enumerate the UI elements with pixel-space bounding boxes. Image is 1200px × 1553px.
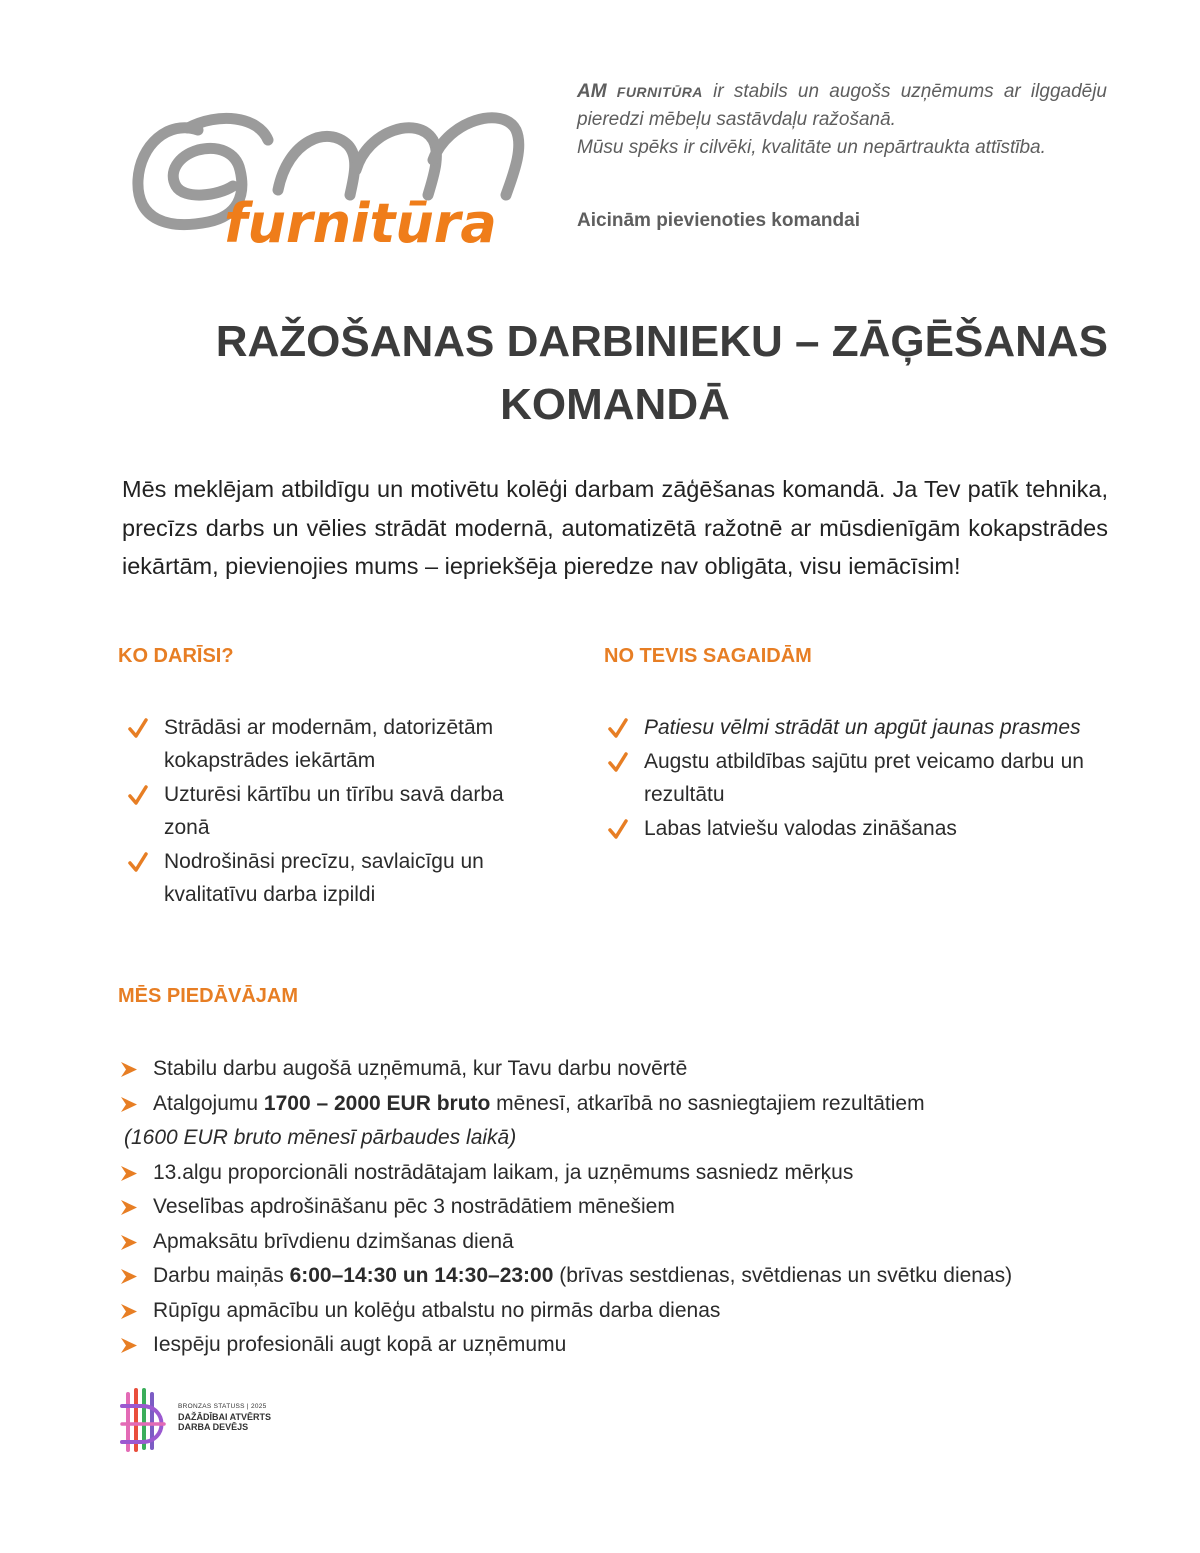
list-item — [118, 1259, 1118, 1294]
checkmark-icon — [608, 818, 628, 840]
expect-text: Labas latviešu valodas zināšanas — [644, 817, 957, 840]
expect-list — [602, 711, 1084, 846]
job-title — [110, 310, 1120, 436]
arrowhead-icon — [120, 1268, 138, 1285]
list-item — [118, 1294, 1118, 1329]
diversity-badge — [118, 1388, 318, 1454]
brand-am: AM — [577, 81, 607, 102]
list-item — [122, 711, 542, 777]
list-item — [118, 1328, 1118, 1363]
badge-subtitle: DARBA DEVĒJS — [178, 1422, 249, 1432]
arrowhead-icon — [120, 1234, 138, 1251]
arrowhead-icon — [120, 1165, 138, 1182]
badge-status: BRONZAS STATUSS | 2025 — [178, 1403, 267, 1410]
offer-text: Darbu maiņās — [153, 1264, 290, 1287]
company-logo — [128, 100, 528, 275]
brand-furnitura: FURNITŪRA — [616, 84, 703, 100]
checkmark-icon — [608, 751, 628, 773]
offer-text: (brīvas sestdienas, svētdienas un svētku dienas) — [553, 1264, 1013, 1287]
expect-text: Patiesu vēlmi strādāt un apgūt jaunas prasmes — [644, 716, 1081, 739]
offer-heading: MĒS PIEDĀVĀJAM — [118, 985, 299, 1007]
offer-text: Iespēju profesionāli augt kopā ar uzņēmumu — [153, 1333, 567, 1356]
checkmark-icon — [128, 717, 148, 739]
badge-text — [178, 1402, 271, 1432]
checkmark-icon — [128, 851, 148, 873]
offer-text: Apmaksātu brīvdienu dzimšanas dienā — [153, 1229, 514, 1253]
offer-text: Rūpīgu apmācību un kolēģu atbalstu no pirmās darba dienas — [153, 1298, 721, 1322]
checkmark-icon — [608, 717, 628, 739]
list-item-note: (1600 EUR bruto mēnesī pārbaudes laikā) — [124, 1126, 517, 1149]
tasks-heading: KO DARĪSI? — [118, 645, 234, 667]
arrowhead-icon — [120, 1337, 138, 1354]
intro-line-2: Mūsu spēks ir cilvēki, kvalitāte un nepārtraukta attīstība. — [577, 137, 1046, 158]
arrowhead-icon — [120, 1303, 138, 1320]
task-text: Nodrošināsi precīzu, savlaicīgu un kvalitatīvu darba izpildi — [164, 850, 484, 906]
intro-line-1-text: ir stabils un augošs uzņēmums ar ilggadēju pieredzi mēbeļu sastāvdaļu ražošanā. — [577, 81, 1107, 130]
intro-line-1 — [577, 78, 1107, 134]
checkmark-icon — [128, 784, 148, 806]
task-text: Uzturēsi kārtību un tīrību savā darba zonā — [164, 783, 504, 839]
list-item — [118, 1190, 1118, 1225]
list-item — [118, 1052, 1118, 1087]
offer-text: Veselības apdrošināšanu pēc 3 nostrādātiem mēnešiem — [153, 1195, 675, 1218]
shift-hours: 6:00–14:30 un 14:30–23:00 — [289, 1264, 554, 1287]
badge-title: DAŽĀDĪBAI ATVĒRTS — [178, 1412, 271, 1422]
job-title-line-1: RAŽOŠANAS DARBINIEKU – ZĀĢĒŠANAS — [215, 317, 1108, 366]
list-item — [122, 778, 542, 844]
list-item — [118, 1156, 1118, 1191]
arrowhead-icon — [120, 1061, 138, 1078]
expect-heading: NO TEVIS SAGAIDĀM — [604, 645, 812, 667]
list-item — [118, 1225, 1118, 1260]
offer-text: Atalgojumu — [153, 1091, 264, 1115]
offer-text: mēnesī, atkarībā no sasniegtajiem rezultātiem — [490, 1091, 925, 1115]
expect-text: Augstu atbildības sajūtu pret veicamo darbu un rezultātu — [644, 750, 1084, 806]
lead-paragraph: Mēs meklējam atbildīgu un motivētu kolēģi darbam zāģēšanas komandā. Ja Tev patīk tehnika, precīzs darbs un vēlies strādāt modernā, automatizētā ražotnē ar mūsdienīgām kokapstrādes iekārtām, pievienojies mums – iepriekšēja pieredze nav obligāta, visu iemācīsim! — [122, 476, 1108, 579]
job-title-line-2: KOMANDĀ — [500, 380, 730, 429]
arrowhead-icon — [120, 1199, 138, 1216]
offer-list — [118, 1052, 1118, 1363]
list-item — [118, 1087, 1118, 1122]
task-text: Strādāsi ar modernām, datorizētām kokapstrādes iekārtām — [164, 716, 494, 772]
salary-range: 1700 – 2000 EUR bruto — [263, 1091, 491, 1115]
logo-wordmark: furnitūra — [224, 192, 497, 255]
list-item — [602, 711, 1084, 744]
offer-text: Stabilu darbu augošā uzņēmumā, kur Tavu darbu novērtē — [153, 1057, 688, 1080]
list-item — [122, 845, 542, 911]
list-item — [602, 812, 1084, 845]
diversity-logo-icon — [118, 1388, 170, 1454]
invite-text: Aicinām pievienoties komandai — [577, 210, 860, 231]
offer-text: 13.algu proporcionāli nostrādātajam laikam, ja uzņēmums sasniedz mērķus — [153, 1160, 854, 1184]
company-intro — [577, 78, 1107, 162]
tasks-list — [122, 711, 542, 912]
arrowhead-icon — [120, 1096, 138, 1113]
list-item — [602, 745, 1084, 811]
